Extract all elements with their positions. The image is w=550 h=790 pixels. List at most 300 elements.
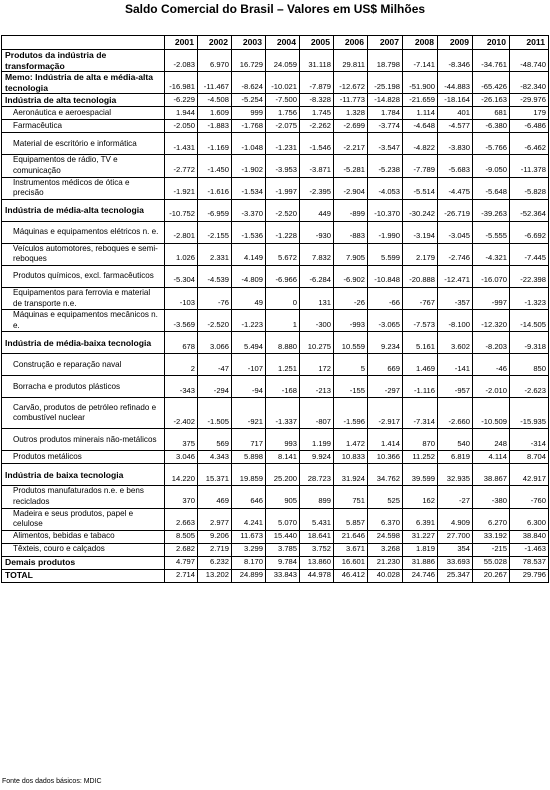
value-cell: 1.819 (403, 543, 438, 556)
value-cell: -30.242 (403, 199, 438, 221)
row-label: Produtos metálicos (2, 451, 165, 464)
value-cell: -5.304 (165, 265, 198, 287)
value-cell: 1.199 (300, 429, 334, 451)
value-cell: -2.699 (334, 120, 368, 133)
value-cell: -6.902 (334, 265, 368, 287)
row-label: Construção e reparação naval (2, 354, 165, 376)
value-cell: -4.053 (368, 177, 403, 199)
value-cell: -1.223 (232, 310, 266, 332)
value-cell: 3.268 (368, 543, 403, 556)
table-row (2, 354, 549, 376)
value-cell: -15.935 (510, 398, 549, 429)
value-cell: -11.378 (510, 155, 549, 177)
value-cell: -4.321 (473, 243, 510, 265)
value-cell: 5.857 (334, 508, 368, 530)
value-cell: 27.700 (438, 530, 473, 543)
value-cell: -18.164 (438, 94, 473, 107)
value-cell: 9.784 (266, 556, 300, 569)
value-cell: -44.883 (438, 72, 473, 94)
value-cell: 7.905 (334, 243, 368, 265)
group-row (2, 332, 549, 354)
table-body (2, 50, 549, 583)
value-cell: -3.953 (266, 155, 300, 177)
value-cell: -2.395 (300, 177, 334, 199)
row-label: Memo: Indústria de alta e média-alta tecnologia (2, 72, 165, 94)
value-cell: -2.155 (198, 221, 232, 243)
row-label: Máquinas e equipamentos mecânicos n. e. (2, 310, 165, 332)
value-cell: 717 (232, 429, 266, 451)
value-cell: -314 (510, 429, 549, 451)
value-cell: -11.773 (334, 94, 368, 107)
value-cell: 42.917 (510, 464, 549, 486)
value-cell: 1.328 (334, 107, 368, 120)
value-cell: -2.075 (266, 120, 300, 133)
row-label: Material de escritório e informática (2, 133, 165, 155)
value-cell: 375 (165, 429, 198, 451)
value-cell: -300 (300, 310, 334, 332)
value-cell: -8.328 (300, 94, 334, 107)
value-cell: -2.772 (165, 155, 198, 177)
value-cell: 31.227 (403, 530, 438, 543)
value-cell: -7.445 (510, 243, 549, 265)
value-cell: -51.900 (403, 72, 438, 94)
value-cell: -215 (473, 543, 510, 556)
value-cell: -2.217 (334, 133, 368, 155)
value-cell: 850 (510, 354, 549, 376)
value-cell: 3.785 (266, 543, 300, 556)
value-cell: -1.616 (198, 177, 232, 199)
table-row (2, 177, 549, 199)
value-cell: 33.693 (438, 556, 473, 569)
value-cell: -12.672 (334, 72, 368, 94)
value-cell: -8.100 (438, 310, 473, 332)
group-row (2, 72, 549, 94)
value-cell: 15.440 (266, 530, 300, 543)
value-cell: 899 (300, 486, 334, 508)
value-cell: -48.740 (510, 50, 549, 72)
value-cell: -6.959 (198, 199, 232, 221)
value-cell: 31.886 (403, 556, 438, 569)
value-cell: 8.880 (266, 332, 300, 354)
value-cell: 31.924 (334, 464, 368, 486)
value-cell: -2.520 (198, 310, 232, 332)
value-cell: -26.163 (473, 94, 510, 107)
page-title: Saldo Comercial do Brasil – Valores em US$ Milhões (124, 2, 426, 16)
row-label: Carvão, produtos de petróleo refinado e combustível nuclear (2, 398, 165, 429)
header-corner (2, 36, 165, 50)
value-cell: -7.500 (266, 94, 300, 107)
value-cell: -1.228 (266, 221, 300, 243)
value-cell: -155 (334, 376, 368, 398)
value-cell: -7.573 (403, 310, 438, 332)
value-cell: 1.745 (300, 107, 334, 120)
value-cell: 5.161 (403, 332, 438, 354)
value-cell: 2.179 (403, 243, 438, 265)
value-cell: 4.114 (473, 451, 510, 464)
row-label: Indústria de baixa tecnologia (2, 464, 165, 486)
value-cell: 131 (300, 287, 334, 309)
value-cell: 370 (165, 486, 198, 508)
source-note: Fonte dos dados básicos: MDIC (2, 778, 102, 785)
value-cell: -1.921 (165, 177, 198, 199)
value-cell: -2.050 (165, 120, 198, 133)
value-cell: 20.267 (473, 569, 510, 582)
row-label: Máquinas e equipamentos elétricos n. e. (2, 221, 165, 243)
value-cell: 751 (334, 486, 368, 508)
value-cell: -1.323 (510, 287, 549, 309)
value-cell: -1.431 (165, 133, 198, 155)
value-cell: 1.756 (266, 107, 300, 120)
value-cell: 8.505 (165, 530, 198, 543)
value-cell: -343 (165, 376, 198, 398)
value-cell: -20.888 (403, 265, 438, 287)
value-cell: -6.380 (473, 120, 510, 133)
value-cell: 7.832 (300, 243, 334, 265)
value-cell: -12.471 (438, 265, 473, 287)
value-cell: 33.843 (266, 569, 300, 582)
value-cell: 4.909 (438, 508, 473, 530)
value-cell: 6.300 (510, 508, 549, 530)
value-cell: -2.660 (438, 398, 473, 429)
group-row (2, 556, 549, 569)
value-cell: 6.970 (198, 50, 232, 72)
value-cell: 18.641 (300, 530, 334, 543)
table-row (2, 107, 549, 120)
value-cell: -34.761 (473, 50, 510, 72)
value-cell: -4.809 (232, 265, 266, 287)
value-cell: 3.066 (198, 332, 232, 354)
value-cell: 11.252 (403, 451, 438, 464)
year-header: 2011 (510, 36, 549, 50)
value-cell: 5.431 (300, 508, 334, 530)
value-cell: 3.602 (438, 332, 473, 354)
value-cell: 8.170 (232, 556, 266, 569)
value-cell: -4.475 (438, 177, 473, 199)
value-cell: 4.149 (232, 243, 266, 265)
value-cell: -14.828 (368, 94, 403, 107)
year-header: 2005 (300, 36, 334, 50)
value-cell: -16.981 (165, 72, 198, 94)
value-cell: -103 (165, 287, 198, 309)
value-cell: 29.811 (334, 50, 368, 72)
value-cell: 31.118 (300, 50, 334, 72)
value-cell: 999 (232, 107, 266, 120)
year-header: 2004 (266, 36, 300, 50)
value-cell: 1.026 (165, 243, 198, 265)
value-cell: 2 (165, 354, 198, 376)
value-cell: 1.469 (403, 354, 438, 376)
value-cell: 10.366 (368, 451, 403, 464)
value-cell: 2.719 (198, 543, 232, 556)
row-label: Indústria de alta tecnologia (2, 94, 165, 107)
value-cell: -47 (198, 354, 232, 376)
value-cell: -5.238 (368, 155, 403, 177)
table-row (2, 451, 549, 464)
value-cell: -297 (368, 376, 403, 398)
value-cell: 6.391 (403, 508, 438, 530)
value-cell: -9.050 (473, 155, 510, 177)
row-label: Indústria de média-baixa tecnologia (2, 332, 165, 354)
value-cell: -12.320 (473, 310, 510, 332)
year-header: 2003 (232, 36, 266, 50)
value-cell: 5 (334, 354, 368, 376)
value-cell: -168 (266, 376, 300, 398)
value-cell: -1.505 (198, 398, 232, 429)
value-cell: -39.263 (473, 199, 510, 221)
value-cell: -10.848 (368, 265, 403, 287)
table-row (2, 133, 549, 155)
table-row (2, 543, 549, 556)
value-cell: -2.262 (300, 120, 334, 133)
value-cell: 905 (266, 486, 300, 508)
value-cell: 179 (510, 107, 549, 120)
value-cell: 681 (473, 107, 510, 120)
value-cell: 5.494 (232, 332, 266, 354)
value-cell: -4.648 (403, 120, 438, 133)
value-cell: 1.472 (334, 429, 368, 451)
value-cell: 1.944 (165, 107, 198, 120)
value-cell: -1.048 (232, 133, 266, 155)
value-cell: -883 (334, 221, 368, 243)
year-header: 2001 (165, 36, 198, 50)
value-cell: 6.232 (198, 556, 232, 569)
value-cell: 10.559 (334, 332, 368, 354)
value-cell: 9.924 (300, 451, 334, 464)
value-cell: -66 (368, 287, 403, 309)
value-cell: -1.536 (232, 221, 266, 243)
row-label: Borracha e produtos plásticos (2, 376, 165, 398)
value-cell: -5.281 (334, 155, 368, 177)
row-label: Madeira e seus produtos, papel e celulose (2, 508, 165, 530)
value-cell: -65.426 (473, 72, 510, 94)
value-cell: 3.299 (232, 543, 266, 556)
table-row (2, 265, 549, 287)
value-cell: -930 (300, 221, 334, 243)
value-cell: -7.879 (300, 72, 334, 94)
value-cell: 40.028 (368, 569, 403, 582)
value-cell: 15.371 (198, 464, 232, 486)
value-cell: -2.402 (165, 398, 198, 429)
value-cell: 14.220 (165, 464, 198, 486)
value-cell: -921 (232, 398, 266, 429)
value-cell: 5.599 (368, 243, 403, 265)
value-cell: 38.867 (473, 464, 510, 486)
table-row (2, 155, 549, 177)
value-cell: -4.539 (198, 265, 232, 287)
year-header: 2010 (473, 36, 510, 50)
value-cell: 24.598 (368, 530, 403, 543)
value-cell: 3.046 (165, 451, 198, 464)
group-row (2, 94, 549, 107)
value-cell: -10.509 (473, 398, 510, 429)
value-cell: -957 (438, 376, 473, 398)
value-cell: -14.505 (510, 310, 549, 332)
row-label: Produtos manufaturados n.e. e bens reciclados (2, 486, 165, 508)
value-cell: 354 (438, 543, 473, 556)
value-cell: -5.828 (510, 177, 549, 199)
table-row (2, 508, 549, 530)
value-cell: 1.609 (198, 107, 232, 120)
value-cell: -1.450 (198, 155, 232, 177)
value-cell: -1.997 (266, 177, 300, 199)
value-cell: 34.762 (368, 464, 403, 486)
table-row (2, 530, 549, 543)
row-label: Demais produtos (2, 556, 165, 569)
value-cell: -1.990 (368, 221, 403, 243)
value-cell: 33.192 (473, 530, 510, 543)
value-cell: 32.935 (438, 464, 473, 486)
table-row (2, 243, 549, 265)
value-cell: 24.746 (403, 569, 438, 582)
value-cell: 162 (403, 486, 438, 508)
value-cell: 49 (232, 287, 266, 309)
value-cell: -1.546 (300, 133, 334, 155)
value-cell: -2.083 (165, 50, 198, 72)
value-cell: 2.663 (165, 508, 198, 530)
value-cell: 16.729 (232, 50, 266, 72)
row-label: Aeronáutica e aeroespacial (2, 107, 165, 120)
value-cell: 11.673 (232, 530, 266, 543)
value-cell: 2.682 (165, 543, 198, 556)
value-cell: 29.796 (510, 569, 549, 582)
row-label: Veículos automotores, reboques e semi-reboques (2, 243, 165, 265)
value-cell: -1.337 (266, 398, 300, 429)
value-cell: 678 (165, 332, 198, 354)
row-label: Equipamentos de rádio, TV e comunicação (2, 155, 165, 177)
value-cell: -380 (473, 486, 510, 508)
value-cell: -357 (438, 287, 473, 309)
value-cell: -11.467 (198, 72, 232, 94)
total-row (2, 569, 549, 582)
value-cell: -6.229 (165, 94, 198, 107)
value-cell: 25.200 (266, 464, 300, 486)
row-label: Farmacêutica (2, 120, 165, 133)
value-cell: -1.534 (232, 177, 266, 199)
value-cell: -9.318 (510, 332, 549, 354)
year-header: 2008 (403, 36, 438, 50)
value-cell: 4.343 (198, 451, 232, 464)
table-row (2, 429, 549, 451)
year-header: 2007 (368, 36, 403, 50)
value-cell: -294 (198, 376, 232, 398)
value-cell: -5.648 (473, 177, 510, 199)
value-cell: -1.596 (334, 398, 368, 429)
value-cell: 525 (368, 486, 403, 508)
value-cell: -8.346 (438, 50, 473, 72)
value-cell: 10.275 (300, 332, 334, 354)
value-cell: 172 (300, 354, 334, 376)
row-label: Instrumentos médicos de ótica e precisão (2, 177, 165, 199)
value-cell: -3.045 (438, 221, 473, 243)
value-cell: -52.364 (510, 199, 549, 221)
value-cell: -6.692 (510, 221, 549, 243)
value-cell: 2.714 (165, 569, 198, 582)
value-cell: -5.683 (438, 155, 473, 177)
header-row (2, 36, 549, 50)
value-cell: 21.230 (368, 556, 403, 569)
value-cell: -82.340 (510, 72, 549, 94)
value-cell: -3.194 (403, 221, 438, 243)
value-cell: -5.766 (473, 133, 510, 155)
value-cell: -6.284 (300, 265, 334, 287)
value-cell: -767 (403, 287, 438, 309)
value-cell: 28.723 (300, 464, 334, 486)
value-cell: 6.819 (438, 451, 473, 464)
value-cell: 540 (438, 429, 473, 451)
value-cell: -3.830 (438, 133, 473, 155)
value-cell: -10.021 (266, 72, 300, 94)
table-row (2, 398, 549, 429)
value-cell: 469 (198, 486, 232, 508)
value-cell: -3.871 (300, 155, 334, 177)
value-cell: -2.010 (473, 376, 510, 398)
value-cell: -6.966 (266, 265, 300, 287)
value-cell: -27 (438, 486, 473, 508)
row-label: Indústria de média-alta tecnologia (2, 199, 165, 221)
value-cell: 1.251 (266, 354, 300, 376)
value-cell: -4.508 (198, 94, 232, 107)
value-cell: 55.028 (473, 556, 510, 569)
trade-balance-table (1, 35, 549, 583)
value-cell: 9.206 (198, 530, 232, 543)
value-cell: 4.797 (165, 556, 198, 569)
value-cell: 18.798 (368, 50, 403, 72)
value-cell: -25.198 (368, 72, 403, 94)
value-cell: 1 (266, 310, 300, 332)
value-cell: -2.520 (266, 199, 300, 221)
value-cell: -107 (232, 354, 266, 376)
value-cell: -2.746 (438, 243, 473, 265)
value-cell: -213 (300, 376, 334, 398)
table-row (2, 221, 549, 243)
value-cell: 6.370 (368, 508, 403, 530)
value-cell: -5.254 (232, 94, 266, 107)
value-cell: 2.331 (198, 243, 232, 265)
value-cell: 993 (266, 429, 300, 451)
value-cell: -3.569 (165, 310, 198, 332)
table-row (2, 120, 549, 133)
row-label: Equipamentos para ferrovia e material de transporte n.e. (2, 287, 165, 309)
value-cell: 3.671 (334, 543, 368, 556)
row-label: Alimentos, bebidas e tabaco (2, 530, 165, 543)
value-cell: -7.314 (403, 398, 438, 429)
value-cell: 569 (198, 429, 232, 451)
value-cell: 38.840 (510, 530, 549, 543)
value-cell: -26.719 (438, 199, 473, 221)
row-label: Produtos químicos, excl. farmacêuticos (2, 265, 165, 287)
value-cell: 24.059 (266, 50, 300, 72)
value-cell: 4.241 (232, 508, 266, 530)
value-cell: -6.462 (510, 133, 549, 155)
year-header: 2006 (334, 36, 368, 50)
value-cell: -2.801 (165, 221, 198, 243)
value-cell: -1.902 (232, 155, 266, 177)
value-cell: 13.202 (198, 569, 232, 582)
value-cell: 44.978 (300, 569, 334, 582)
value-cell: -899 (334, 199, 368, 221)
row-label: Têxteis, couro e calçados (2, 543, 165, 556)
value-cell: -2.904 (334, 177, 368, 199)
value-cell: 10.833 (334, 451, 368, 464)
value-cell: -993 (334, 310, 368, 332)
value-cell: 8.141 (266, 451, 300, 464)
value-cell: -3.547 (368, 133, 403, 155)
value-cell: -5.555 (473, 221, 510, 243)
year-header: 2009 (438, 36, 473, 50)
value-cell: -6.486 (510, 120, 549, 133)
row-label: Outros produtos minerais não-metálicos (2, 429, 165, 451)
value-cell: 24.899 (232, 569, 266, 582)
